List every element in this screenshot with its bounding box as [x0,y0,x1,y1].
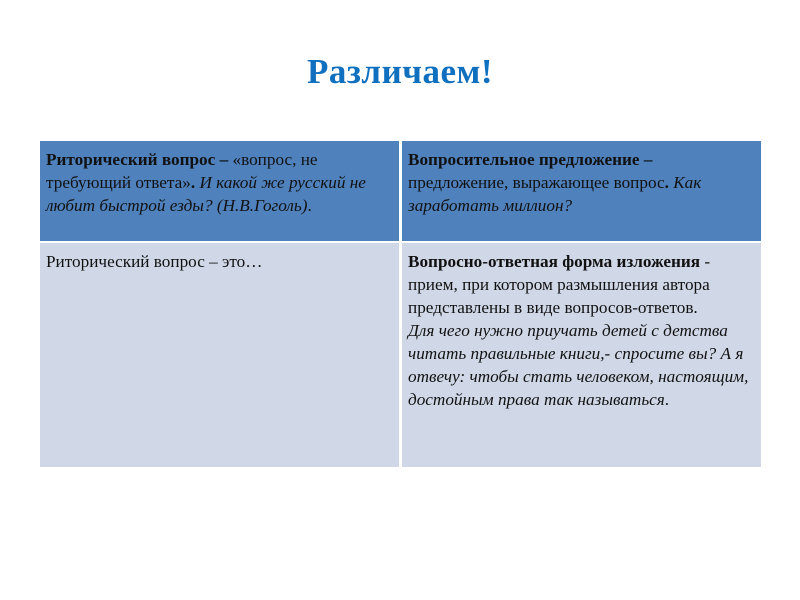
example: Для чего нужно приучать детей с детства читать правильные книги,- спросите вы? А я отвечу: чтобы стать человеком, настоящим, достойным права так называться [408,321,749,409]
dash: – [215,150,233,169]
example: Как заработать миллион? [408,173,702,215]
period: . [664,173,674,192]
definition: «вопрос, не требующий ответа» [46,150,318,192]
slide-title: Различаем! [306,52,493,91]
prompt-text: Риторический вопрос – это… [46,252,263,271]
definition: - прием, при котором размышления автора представлены в виде вопросов-ответов. [408,252,711,317]
definition: предложение, выражающее вопрос [408,173,665,192]
term: Вопросительное предложение – [408,150,653,169]
term: Вопросно-ответная форма изложения [408,252,701,271]
body-cell-question-answer-form [402,243,761,467]
tail: . [307,196,312,215]
term: Риторический вопрос [46,150,216,169]
body-cell-rhetorical-prompt [40,243,399,467]
comparison-table [40,141,761,467]
header-cell-interrogative-sentence [402,141,761,241]
period: . [190,173,200,192]
example: И какой же русский не любит быстрой езды? (Н.В.Гоголь) [46,173,366,215]
tail: . [664,390,670,409]
header-cell-rhetorical-question [40,141,399,241]
